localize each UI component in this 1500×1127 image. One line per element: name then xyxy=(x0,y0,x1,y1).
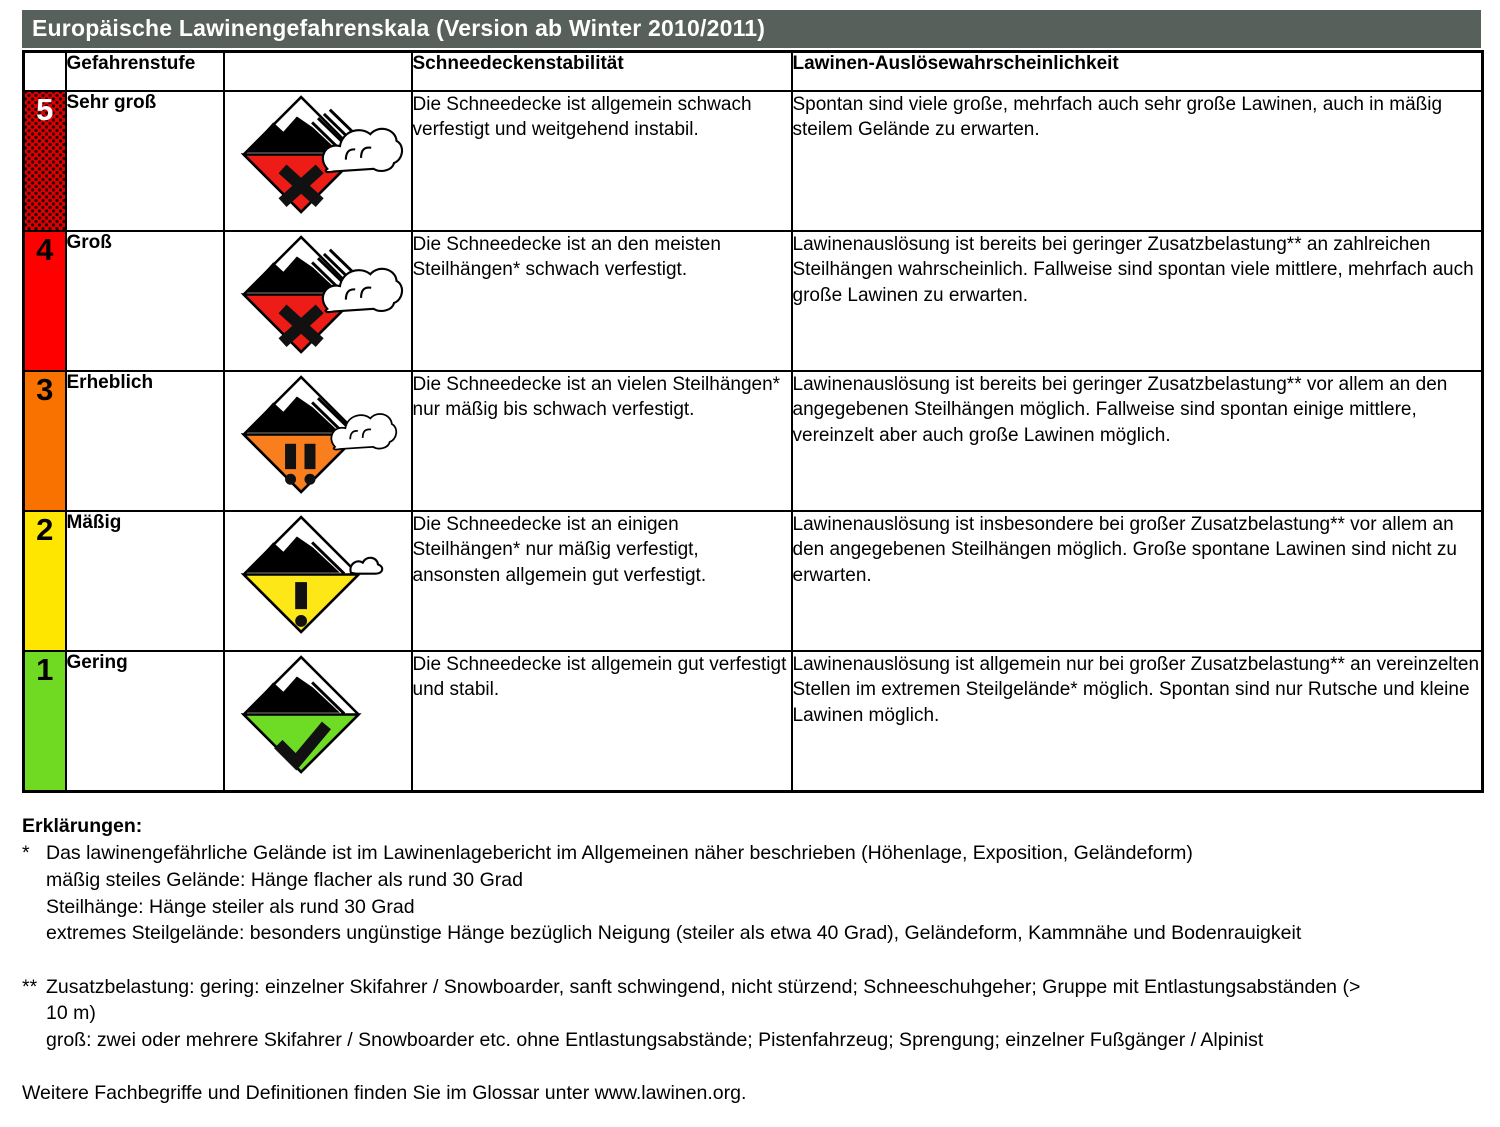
header-stability: Schneedeckenstabilität xyxy=(412,52,792,92)
header-probability: Lawinen-Auslösewahrscheinlichkeit xyxy=(792,52,1483,92)
footnote-star-line: Das lawinengefährliche Gelände ist im Lawinenlagebericht im Allgemeinen näher beschrieben (Höhenlage, Exposition, Geländeform) xyxy=(46,842,1193,865)
stability-text: Die Schneedecke ist allgemein gut verfestigt und stabil. xyxy=(412,651,792,791)
stability-text: Die Schneedecke ist an einigen Steilhängen* nur mäßig verfestigt, ansonsten allgemein gut verfestigt. xyxy=(412,511,792,651)
footnote-star-line: extremes Steilgelände: besonders ungünstige Hänge bezüglich Neigung (steiler als etwa 40 Grad), Geländeform, Kammnähe und Bodenrauigkeit xyxy=(46,922,1302,945)
footnote-double-star-marker: ** xyxy=(22,976,38,999)
danger-row-4 xyxy=(24,231,1483,371)
low-danger-icon xyxy=(229,652,407,777)
probability-text: Lawinenauslösung ist insbesondere bei großer Zusatzbelastung** vor allem an den angegebenen Steilhängen möglich. Große spontane Lawinen sind nicht zu erwarten. xyxy=(792,511,1483,651)
footnote-star-marker: * xyxy=(22,842,30,865)
header-icon-column xyxy=(224,52,412,92)
avalanche-warning-icon-cell xyxy=(224,91,412,231)
footnote-star xyxy=(22,841,1377,948)
danger-row-5 xyxy=(24,91,1483,231)
footnote-star-line: Steilhänge: Hänge steiler als rund 30 Grad xyxy=(46,895,415,918)
probability-text: Lawinenauslösung ist bereits bei geringer Zusatzbelastung** vor allem an den angegebenen Steilhängen möglich. Fallweise sind spontan einige mittlere, vereinzelt aber auch große Lawinen möglich. xyxy=(792,371,1483,511)
danger-row-1 xyxy=(24,651,1483,791)
glossary-reference: Weitere Fachbegriffe und Definitionen finden Sie im Glossar unter www.lawinen.org. xyxy=(22,1082,747,1105)
probability-text: Lawinenauslösung ist bereits bei geringer Zusatzbelastung** an zahlreichen Steilhängen wahrscheinlich. Fallweise sind spontan viele mittlere, mehrfach auch große Lawinen zu erwarten. xyxy=(792,231,1483,371)
footnote-double-star-line: Zusatzbelastung: gering: einzelner Skifahrer / Snowboarder, sanft schwingend, nicht stürzend; Schneeschuhgeher; Gruppe mit Entlastungsabständen (> 10 m) xyxy=(46,976,1361,1024)
danger-level-number: 1 xyxy=(24,651,66,791)
danger-level-number: 2 xyxy=(24,511,66,651)
very-high-danger-icon xyxy=(229,92,407,217)
probability-text: Spontan sind viele große, mehrfach auch sehr große Lawinen, auch in mäßig steilem Gelände zu erwarten. xyxy=(792,91,1483,231)
stability-text: Die Schneedecke ist an den meisten Steilhängen* schwach verfestigt. xyxy=(412,231,792,371)
high-danger-icon xyxy=(229,232,407,357)
danger-level-label: Mäßig xyxy=(66,511,224,651)
danger-level-label: Sehr groß xyxy=(66,91,224,231)
considerable-danger-icon xyxy=(229,372,407,497)
footnote-double-star xyxy=(22,975,1377,1054)
danger-level-number: 5 xyxy=(24,91,66,231)
document-title: Europäische Lawinengefahrenskala (Version ab Winter 2010/2011) xyxy=(22,10,1481,48)
avalanche-warning-icon-cell xyxy=(224,511,412,651)
danger-row-3 xyxy=(24,371,1483,511)
footnote-double-star-line: groß: zwei oder mehrere Skifahrer / Snowboarder etc. ohne Entlastungsabstände; Pistenfahrzeug; Sprengung; einzelner Fußgänger / Alpinist xyxy=(46,1028,1264,1051)
danger-scale-table xyxy=(22,50,1484,793)
header-row xyxy=(24,52,1483,92)
explanations-heading: Erklärungen: xyxy=(22,814,143,837)
danger-level-label: Gering xyxy=(66,651,224,791)
danger-level-number: 4 xyxy=(24,231,66,371)
avalanche-warning-icon-cell xyxy=(224,371,412,511)
explanations-section xyxy=(22,814,1377,1108)
avalanche-warning-icon-cell xyxy=(224,651,412,791)
stability-text: Die Schneedecke ist allgemein schwach verfestigt und weitgehend instabil. xyxy=(412,91,792,231)
header-level-column xyxy=(24,52,66,92)
probability-text: Lawinenauslösung ist allgemein nur bei großer Zusatzbelastung** an vereinzelten Stellen im extremen Steilgelände* möglich. Spontan sind nur Rutsche und kleine Lawinen möglich. xyxy=(792,651,1483,791)
avalanche-warning-icon-cell xyxy=(224,231,412,371)
danger-row-2 xyxy=(24,511,1483,651)
header-danger-level: Gefahrenstufe xyxy=(66,52,224,92)
moderate-danger-icon xyxy=(229,512,407,637)
danger-level-label: Erheblich xyxy=(66,371,224,511)
stability-text: Die Schneedecke ist an vielen Steilhängen* nur mäßig bis schwach verfestigt. xyxy=(412,371,792,511)
danger-level-label: Groß xyxy=(66,231,224,371)
footnote-star-line: mäßig steiles Gelände: Hänge flacher als rund 30 Grad xyxy=(46,868,523,891)
danger-level-number: 3 xyxy=(24,371,66,511)
